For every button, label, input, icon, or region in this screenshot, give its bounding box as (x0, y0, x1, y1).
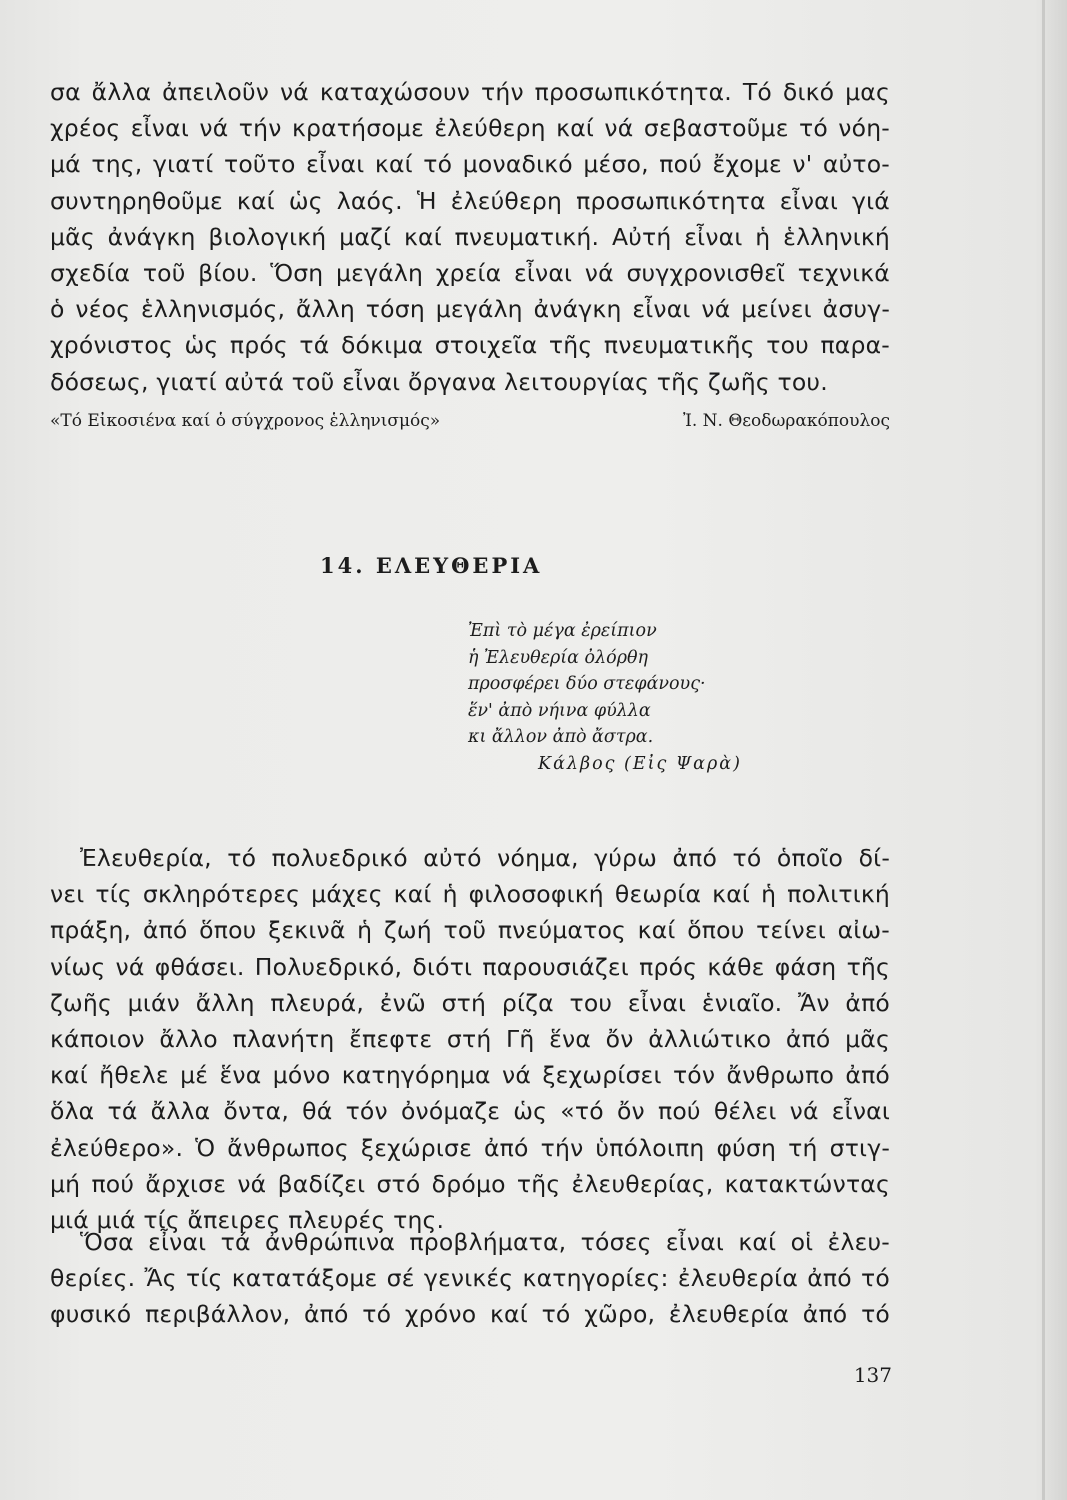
text-line: συντηρηθοῦμε καί ὡς λαός. Ἡ ἐλεύθερη προσωπικότητα εἶναι γιά (50, 186, 890, 215)
paragraph-2 (50, 840, 890, 1238)
text-line: ὅλα τά ἄλλα ὄντα, θά τόν ὀνόμαζε ὡς «τό ὄν πού θέλει νά εἶναι (50, 1097, 890, 1126)
text-line: πράξη, ἀπό ὅπου ξεκινᾶ ἡ ζωή τοῦ πνεύματος καί ὅπου τείνει αἰω- (50, 916, 890, 945)
paragraph-3 (50, 1224, 890, 1333)
text-line: χρέος εἶναι νά τήν κρατήσομε ἐλεύθερη καί νά σεβαστοῦμε τό νόη- (50, 114, 890, 143)
text-line: ζωῆς μιάν ἄλλη πλευρά, ἐνῶ στή ρίζα του εἶναι ἑνιαῖο. Ἄν ἀπό (50, 988, 890, 1017)
page-edge-shadow (1042, 0, 1045, 1500)
text-line: ὁ νέος ἑλληνισμός, ἄλλη τόση μεγάλη ἀνάγκη εἶναι νά μείνει ἀσυγ- (50, 295, 890, 324)
poem-attribution: Κάλβος (Εἰς Ψαρὰ) (538, 753, 742, 774)
text-line: μᾶς ἀνάγκη βιολογική μαζί καί πνευματική. Αὐτή εἶναι ἡ ἑλληνική (50, 222, 890, 251)
text-line: ἐλεύθερο». Ὁ ἄνθρωπος ξεχώρισε ἀπό τήν ὑπόλοιπη φύση τή στιγ- (50, 1133, 890, 1162)
paragraph-1 (50, 74, 890, 400)
text-line: κάποιον ἄλλο πλανήτη ἔπεφτε στή Γῆ ἕνα ὄν ἀλλιώτικο ἀπό μᾶς (50, 1025, 890, 1054)
citation-source: «Τό Εἰκοσιένα καί ὁ σύγχρονος ἑλληνισμός» (50, 411, 441, 431)
text-line: σα ἄλλα ἀπειλοῦν νά καταχώσουν τήν προσωπικότητα. Τό δικό μας (50, 78, 890, 106)
text-line: σχεδία τοῦ βίου. Ὅση μεγάλη χρεία εἶναι νά συγχρονισθεῖ τεχνικά (50, 259, 890, 288)
text-line: μιά μιά τίς ἄπειρες πλευρές της. (50, 1206, 445, 1235)
text-line: χρόνιστος ὡς πρός τά δόκιμα στοιχεῖα τῆς πνευματικῆς του παρα- (50, 331, 890, 360)
poem-line: ἡ Ἐλευθερία ὀλόρθη (468, 647, 649, 668)
poem-line: κι ἄλλον ἀπὸ ἄστρα. (468, 727, 654, 747)
text-line: θερίες. Ἄς τίς κατατάξομε σέ γενικές κατηγορίες: ἐλευθερία ἀπό τό (50, 1264, 890, 1293)
text-line: Ἐλευθερία, τό πολυεδρικό αὐτό νόημα, γύρω ἀπό τό ὁποῖο δί- (80, 844, 890, 872)
text-line: νει τίς σκληρότερες μάχες καί ἡ φιλοσοφική θεωρία καί ἡ πολιτική (50, 880, 890, 909)
epigraph-poem (468, 618, 742, 777)
poem-line: Ἐπὶ τὸ μέγα ἐρείπιον (468, 621, 657, 641)
section-heading: 14. ΕΛΕΥΘΕΡΙΑ (320, 553, 543, 578)
text-line: μά της, γιατί τοῦτο εἶναι καί τό μοναδικό μέσο, πού ἔχομε ν' αὐτο- (50, 150, 890, 179)
text-line: φυσικό περιβάλλον, ἀπό τό χρόνο καί τό χῶρο, ἐλευθερία ἀπό τό (50, 1300, 890, 1329)
citation-author: Ἰ. Ν. Θεοδωρακόπουλος (682, 411, 890, 431)
text-line: Ὅσα εἶναι τά ἀνθρώπινα προβλήματα, τόσες εἶναι καί οἱ ἐλευ- (80, 1228, 890, 1256)
text-line: καί ἤθελε μέ ἕνα μόνο κατηγόρημα νά ξεχωρίσει τόν ἄνθρωπο ἀπό (50, 1061, 890, 1090)
text-line: δόσεως, γιατί αὐτά τοῦ εἶναι ὄργανα λειτουργίας τῆς ζωῆς του. (50, 367, 828, 396)
text-line: νίως νά φθάσει. Πολυεδρικό, διότι παρουσιάζει πρός κάθε φάση τῆς (50, 952, 890, 981)
page-number: 137 (853, 1363, 892, 1387)
poem-line: ἕν' ἀπὸ νήινα φύλλα (468, 700, 651, 721)
poem-line: προσφέρει δύο στεφάνους· (468, 674, 706, 694)
text-line: μή πού ἄρχισε νά βαδίζει στό δρόμο τῆς ἐλευθερίας, κατακτώντας (50, 1169, 890, 1198)
